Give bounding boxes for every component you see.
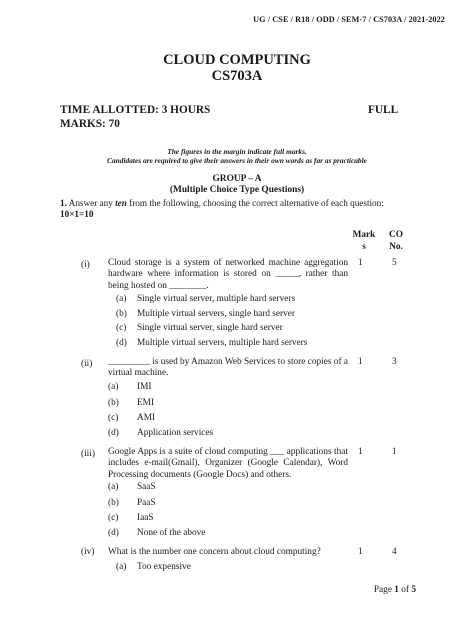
marks-column-header: [349, 229, 379, 253]
option-text: AMI: [137, 413, 156, 423]
question-number: (iv): [81, 547, 95, 557]
question-text: Google Apps is a suite of cloud computing ___ applications that includes e-mail(Gmail), Organizer (Google Calendar), Word Processing documents (Google Docs) and others.: [108, 447, 348, 480]
option-label: (a): [116, 562, 127, 572]
full-marks-value: MARKS: 70: [60, 118, 120, 130]
instruction-marks-expr: 10×1=10: [60, 209, 94, 219]
question-co: 4: [392, 547, 397, 557]
question-marks: 1: [358, 357, 363, 367]
co-header-line1: CO: [389, 230, 403, 240]
question-co: 5: [392, 258, 397, 268]
option-label: (a): [108, 482, 119, 492]
marks-header-line2: s: [362, 242, 366, 252]
time-allotted: TIME ALLOTTED: 3 HOURS: [60, 104, 211, 116]
option-label: (c): [116, 323, 127, 333]
page-current: 1: [394, 585, 399, 595]
option-text: Multiple virtual servers, single hard server: [137, 309, 296, 319]
co-column-header: [382, 229, 410, 253]
option-label: (b): [116, 309, 127, 319]
question-instruction: [60, 198, 430, 220]
option-label: (c): [108, 513, 119, 523]
option-text: SaaS: [137, 482, 156, 492]
option-text: EMI: [137, 398, 155, 408]
option-text: Multiple virtual servers, multiple hard servers: [137, 338, 308, 348]
option-label: (a): [108, 382, 119, 392]
question-co: 1: [392, 447, 397, 457]
question-text: Cloud storage is a system of networked machine aggregation hardware where information is stored on _____, rather than being hosted on ________.: [108, 258, 348, 291]
instruction-number: 1.: [60, 198, 67, 208]
group-heading: [0, 174, 474, 196]
question-number: (i): [81, 260, 90, 270]
group-title: GROUP – A: [212, 174, 262, 184]
question-marks: 1: [358, 447, 363, 457]
option-label: (d): [108, 428, 119, 438]
option-label: (b): [108, 398, 119, 408]
instruction-post: from the following, choosing the correct alternative of each question:: [126, 198, 384, 208]
question-text: _________ is used by Amazon Web Services to store copies of a virtual machine.: [108, 357, 348, 379]
option-text: IMI: [137, 382, 152, 392]
full-marks-word: FULL: [368, 104, 399, 116]
option-label: (d): [116, 338, 127, 348]
question-number: (ii): [81, 359, 93, 369]
option-label: (a): [116, 294, 127, 304]
option-label: (b): [108, 498, 119, 508]
question-marks: 1: [358, 258, 363, 268]
question-marks: 1: [358, 547, 363, 557]
instruction-ten: ten: [115, 198, 127, 208]
option-text: Single virtual server, single hard server: [137, 323, 283, 333]
option-text: None of the above: [137, 528, 206, 538]
option-text: Application services: [137, 428, 214, 438]
subject-code: CS703A: [211, 68, 263, 84]
option-text: IaaS: [137, 513, 154, 523]
exam-code-header: UG / CSE / R18 / ODD / SEM-7 / CS703A / 2021-2022: [253, 15, 445, 24]
option-text: Single virtual server, multiple hard servers: [137, 294, 296, 304]
page-total: 5: [411, 585, 416, 595]
option-label: (d): [108, 528, 119, 538]
group-subtitle: (Multiple Choice Type Questions): [169, 185, 305, 195]
of-word: of: [401, 585, 410, 595]
instruction-pre: Answer any: [66, 198, 116, 208]
question-number: (iii): [81, 449, 95, 459]
option-text: PaaS: [137, 498, 156, 508]
page-number: [374, 585, 416, 595]
margin-note: The figures in the margin indicate full marks.: [167, 147, 307, 156]
subject-title: CLOUD COMPUTING: [163, 52, 311, 68]
question-co: 3: [392, 357, 397, 367]
marks-header-line1: Mark: [352, 230, 376, 240]
page-word: Page: [373, 585, 392, 595]
option-text: Too expensive: [137, 562, 191, 572]
question-text: What is the number one concern about cloud computing?: [108, 547, 321, 557]
option-label: (c): [108, 413, 119, 423]
candidate-note: Candidates are required to give their answers in their own words as far as practicable: [107, 156, 367, 165]
co-header-line2: No.: [389, 242, 403, 252]
